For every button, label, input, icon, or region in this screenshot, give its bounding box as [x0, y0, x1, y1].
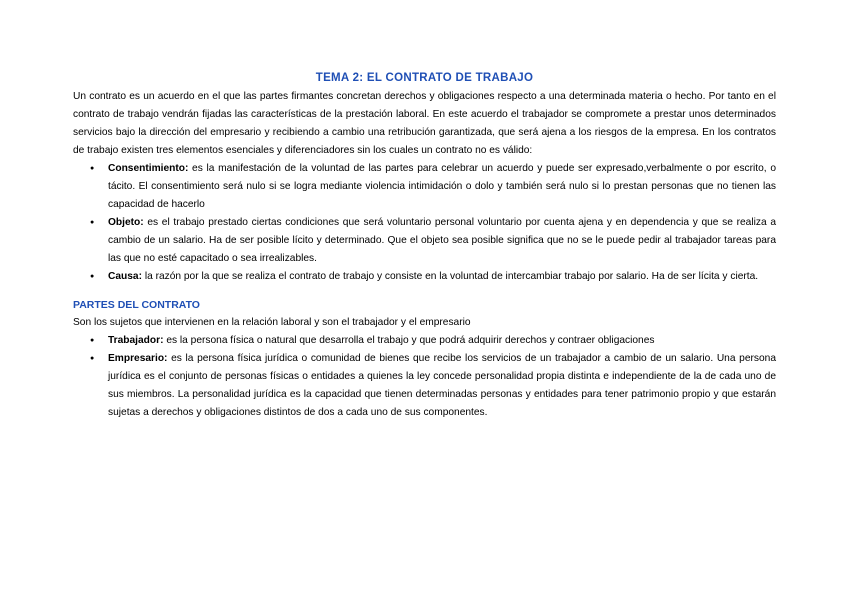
term-text: la razón por la que se realiza el contrato de trabajo y consiste en la voluntad de intercambiar trabajo por salario. Ha de ser lícita y cierta. [141, 271, 759, 282]
term-text: es la persona física o natural que desarrolla el trabajo y que podrá adquirir derechos y contraer obligaciones [163, 335, 655, 346]
term-label: Consentimiento: [108, 163, 189, 174]
term-text: es el trabajo prestado ciertas condiciones que será voluntario personal voluntario por cuenta ajena y en dependencia y que se realiza a cambio de un salario. Ha de ser posible lícito y determinado. Que el objeto sea posible significa que no se le puede pedir al trabajador tareas para las que no esté capacitado o sea irrealizables. [108, 217, 776, 264]
list-item-trabajador [73, 332, 776, 350]
list-item-empresario [73, 350, 776, 422]
term-label: Causa: [108, 271, 142, 282]
elements-list [73, 160, 776, 286]
section-heading-partes: PARTES DEL CONTRATO [73, 299, 200, 311]
list-item-causa [73, 268, 776, 286]
term-text: es la manifestación de la voluntad de las partes para celebrar un acuerdo y puede ser expresado,verbalmente o por escrito, o tácito. El consentimiento será nulo si se logra mediante violencia intimidación o dolo y también será nulo si lo prestan personas que no tienen las capacidad de hacerlo [108, 163, 776, 210]
parties-list [73, 332, 776, 422]
list-item-objeto [73, 214, 776, 268]
list-item-consentimiento [73, 160, 776, 214]
document-title: TEMA 2: EL CONTRATO DE TRABAJO [315, 72, 534, 84]
section-intro-paragraph: Son los sujetos que intervienen en la relación laboral y son el trabajador y el empresario [73, 317, 471, 328]
term-label: Objeto: [108, 217, 144, 228]
intro-paragraph: Un contrato es un acuerdo en el que las partes firmantes concretan derechos y obligaciones respecto a una determinada materia o hecho. Por tanto en el contrato de trabajo vendrán fijadas las características de la prestación laboral. En este acuerdo el trabajador se compromete a prestar unos determinados servicios bajo la dirección del empresario y recibiendo a cambio una retribución garantizada, que será ajena a los riesgos de la empresa. En los contratos de trabajo existen tres elementos esenciales y diferenciadores sin los cuales un contrato no es válido: [73, 91, 776, 156]
document-page [73, 68, 776, 422]
term-text: es la persona física jurídica o comunidad de bienes que recibe los servicios de un trabajador a cambio de un salario. Una persona jurídica es el conjunto de personas físicas o entidades a quienes la ley concede personalidad propia distinta e independiente de la de cada uno de sus miembros. La personalidad jurídica es la capacidad que tienen determinadas personas y entidades para tener patrimonio propio y que estarán sujetas a derechos y obligaciones distintos de dos a cada uno de sus componentes. [108, 353, 776, 418]
term-label: Trabajador: [108, 335, 164, 346]
term-label: Empresario: [108, 353, 168, 364]
